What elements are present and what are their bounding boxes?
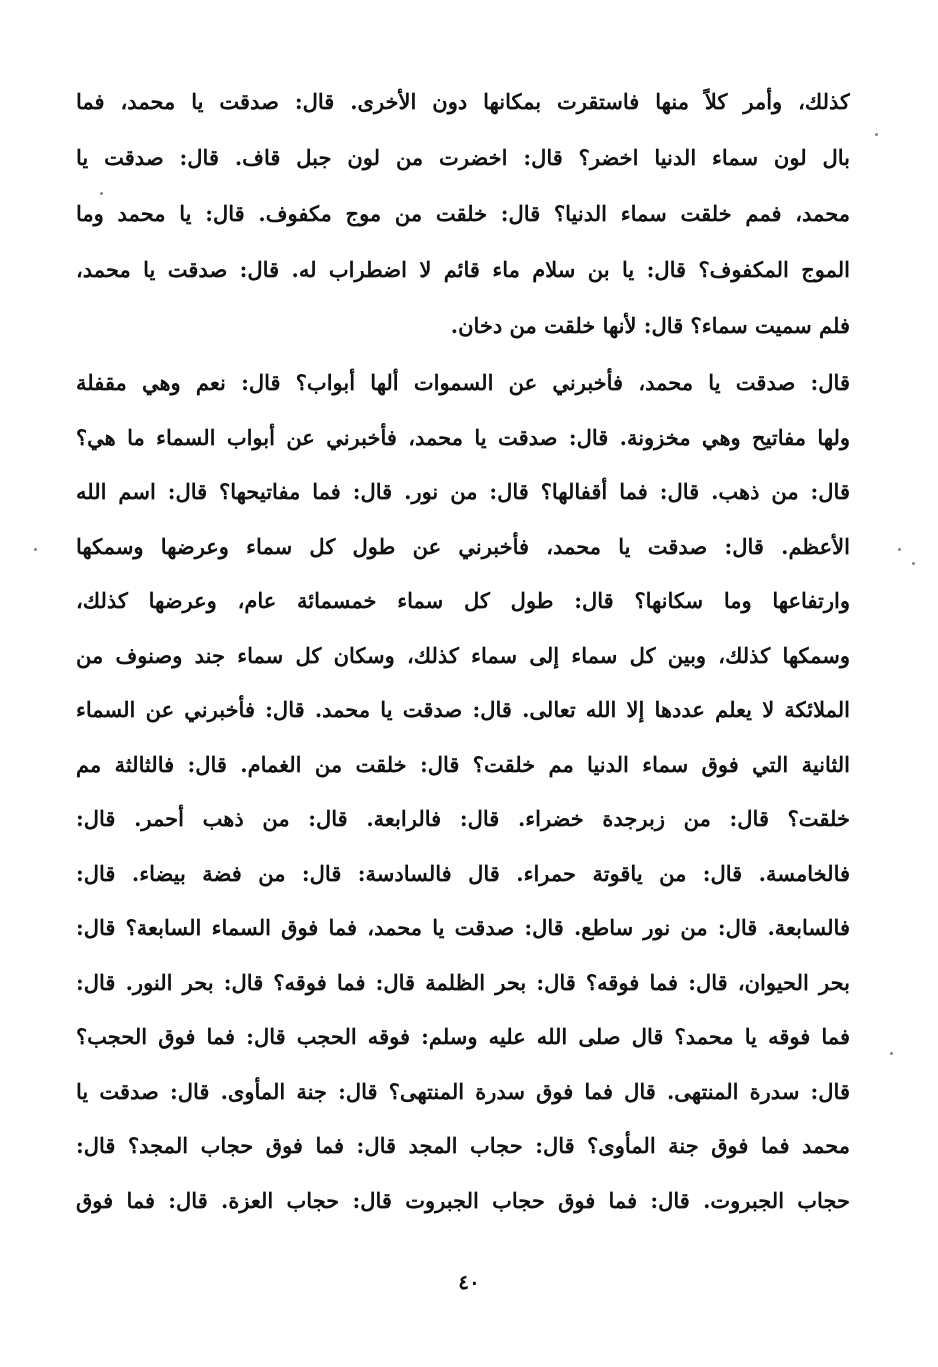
paragraph-1 <box>76 74 850 354</box>
text-line: بال لون سماء الدنيا اخضر؟ قال: اخضرت من لون جبل قاف. قال: صدقت يا <box>76 145 850 170</box>
text-line: الملائكة لا يعلم عددها إلا الله تعالى. قال: صدقت يا محمد. قال: فأخبرني عن السماء <box>76 697 850 722</box>
scan-speck <box>898 548 901 551</box>
text-line: حجاب الجبروت. قال: فما فوق حجاب الجبروت قال: حجاب العزة. قال: فما فوق <box>76 1187 850 1213</box>
page-number: ٤٠ <box>458 1270 480 1294</box>
text-line: كذلك، وأمر كلاً منها فاستقرت بمكانها دون الأخرى. قال: صدقت يا محمد، فما <box>76 89 850 114</box>
text-line: محمد فما فوق جنة المأوى؟ قال: حجاب المجد قال: فما فوق حجاب المجد؟ قال: <box>76 1133 850 1158</box>
text-line: الموج المكفوف؟ قال: يا بن سلام ماء قائم لا اضطراب له. قال: صدقت يا محمد، <box>76 257 850 282</box>
text-line: الثانية التي فوق سماء الدنيا مم خلقت؟ قال: خلقت من الغمام. قال: فالثالثة مم <box>76 751 850 777</box>
text-line: خلقت؟ قال: من زبرجدة خضراء. قال: فالرابعة. قال: من ذهب أحمر. قال: <box>76 806 850 831</box>
text-line: فلم سميت سماء؟ قال: لأنها خلقت من دخان. <box>450 313 850 338</box>
scan-speck <box>100 192 103 195</box>
text-line: فالخامسة. قال: من ياقوتة حمراء. قال فالسادسة: قال: من فضة بيضاء. قال: <box>76 860 850 886</box>
text-line: قال: سدرة المنتهى. قال فما فوق سدرة المنتهى؟ قال: جنة المأوى. قال: صدقت يا <box>76 1078 850 1104</box>
text-line: قال: من ذهب. قال: فما أقفالها؟ قال: من نور. قال: فما مفاتيحها؟ قال: اسم الله <box>76 479 850 504</box>
text-line: محمد، فمم خلقت سماء الدنيا؟ قال: خلقت من موج مكفوف. قال: يا محمد وما <box>76 201 850 226</box>
paragraph-2 <box>76 356 850 1228</box>
text-line: وارتفاعها وما سكانها؟ قال: طول كل سماء خمسمائة عام، وعرضها كذلك، <box>76 588 850 613</box>
text-line: قال: صدقت يا محمد، فأخبرني عن السموات ألها أبواب؟ قال: نعم وهي مقفلة <box>76 370 850 395</box>
text-line: بحر الحيوان، قال: فما فوقه؟ قال: بحر الظلمة قال: فما فوقه؟ قال: بحر النور. قال: <box>76 969 850 995</box>
scan-speck <box>912 562 915 565</box>
text-line: فالسابعة. قال: من نور ساطع. قال: صدقت يا محمد، فما فوق السماء السابعة؟ قال: <box>76 915 850 940</box>
text-line: ولها مفاتيح وهي مخزونة. قال: صدقت يا محمد، فأخبرني عن أبواب السماء ما هي؟ <box>76 424 850 450</box>
text-line: الأعظم. قال: صدقت يا محمد، فأخبرني عن طول كل سماء وعرضها وسمكها <box>76 533 850 559</box>
text-line: فما فوقه يا محمد؟ قال صلى الله عليه وسلم: فوقه الحجب قال: فما فوق الحجب؟ <box>76 1024 850 1049</box>
text-line: وسمكها كذلك، وبين كل سماء إلى سماء كذلك، وسكان كل سماء جند وصنوف من <box>76 642 850 668</box>
scan-speck <box>890 1052 893 1055</box>
scan-speck <box>875 133 878 136</box>
scan-speck <box>34 548 37 551</box>
